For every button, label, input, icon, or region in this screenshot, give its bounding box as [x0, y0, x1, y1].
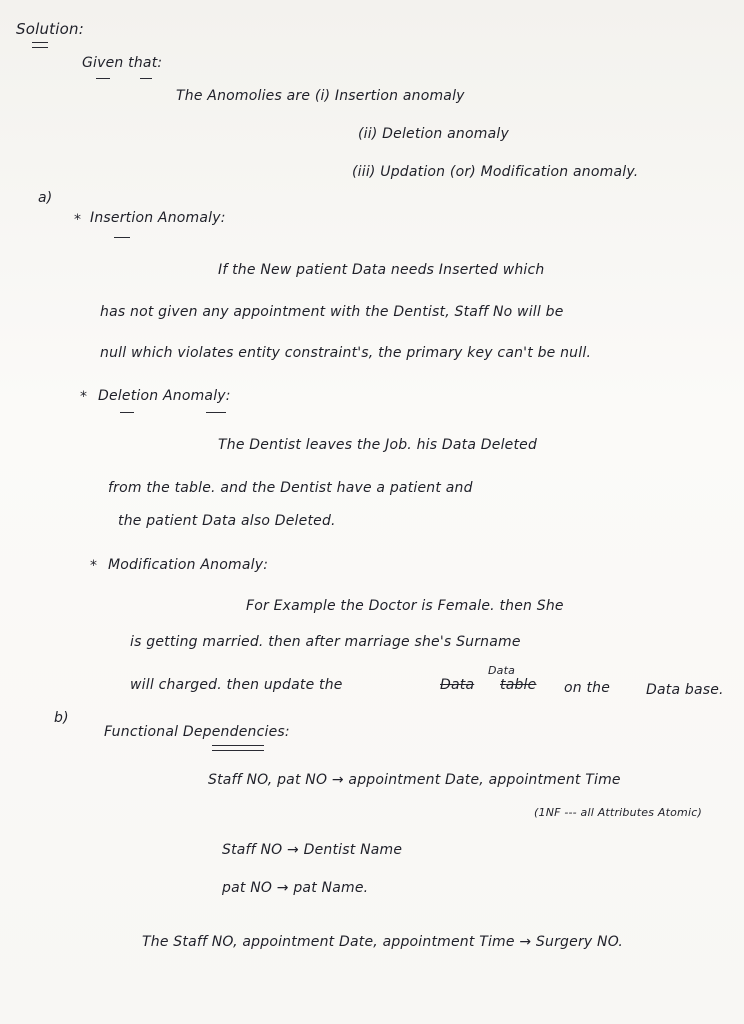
deletion-heading: Deletion Anomaly: [98, 388, 231, 404]
bullet-star-1: * [74, 212, 81, 228]
deletion-line-3: the patient Data also Deleted. [118, 513, 336, 529]
solution-underline [32, 42, 48, 48]
bullet-star-2: * [80, 389, 87, 405]
solution-heading: Solution: [16, 20, 84, 38]
given-underline-2 [140, 78, 152, 79]
fd-heading: Functional Dependencies: [104, 724, 290, 740]
deletion-underline-2 [206, 412, 226, 413]
bullet-star-3: * [90, 558, 97, 574]
given-heading: Given that: [82, 55, 163, 71]
modification-line-3b: on the [564, 680, 611, 696]
anomaly-item-2: (ii) Deletion anomaly [358, 126, 509, 142]
deletion-underline [120, 412, 134, 413]
part-b-label: b) [54, 710, 69, 726]
modification-struck-word: Data [440, 677, 475, 693]
given-underline [96, 78, 110, 79]
modification-line-3c: Data base. [646, 682, 724, 698]
deletion-line-2: from the table. and the Dentist have a patient and [108, 480, 473, 496]
insertion-heading: Insertion Anomaly: [90, 210, 226, 226]
fd-1-note: (1NF --- all Attributes Atomic) [534, 806, 702, 819]
anomaly-item-3: (iii) Updation (or) Modification anomaly. [352, 164, 639, 180]
insertion-underline [114, 237, 130, 238]
insertion-line-2: has not given any appointment with the Dentist, Staff No will be [100, 304, 564, 320]
modification-struck-word-2: table [500, 677, 537, 693]
fd-4: The Staff NO, appointment Date, appointment Time → Surgery NO. [142, 934, 624, 950]
insertion-line-3: null which violates entity constraint's, the primary key can't be null. [100, 345, 592, 361]
anomalies-intro: The Anomolies are (i) Insertion anomaly [176, 88, 465, 104]
insertion-line-1: If the New patient Data needs Inserted which [218, 262, 545, 278]
modification-line-1: For Example the Doctor is Female. then She [246, 598, 564, 614]
fd-underline [212, 745, 264, 751]
fd-3: pat NO → pat Name. [222, 880, 369, 896]
modification-line-2: is getting married. then after marriage she's Surname [130, 634, 521, 650]
modification-insert-word: Data [488, 664, 516, 677]
modification-line-3a: will charged. then update the [130, 677, 343, 693]
fd-2: Staff NO → Dentist Name [222, 842, 403, 858]
modification-heading: Modification Anomaly: [108, 557, 269, 573]
part-a-label: a) [38, 190, 53, 206]
fd-1: Staff NO, pat NO → appointment Date, appointment Time [208, 772, 621, 788]
deletion-line-1: The Dentist leaves the Job. his Data Deleted [218, 437, 538, 453]
